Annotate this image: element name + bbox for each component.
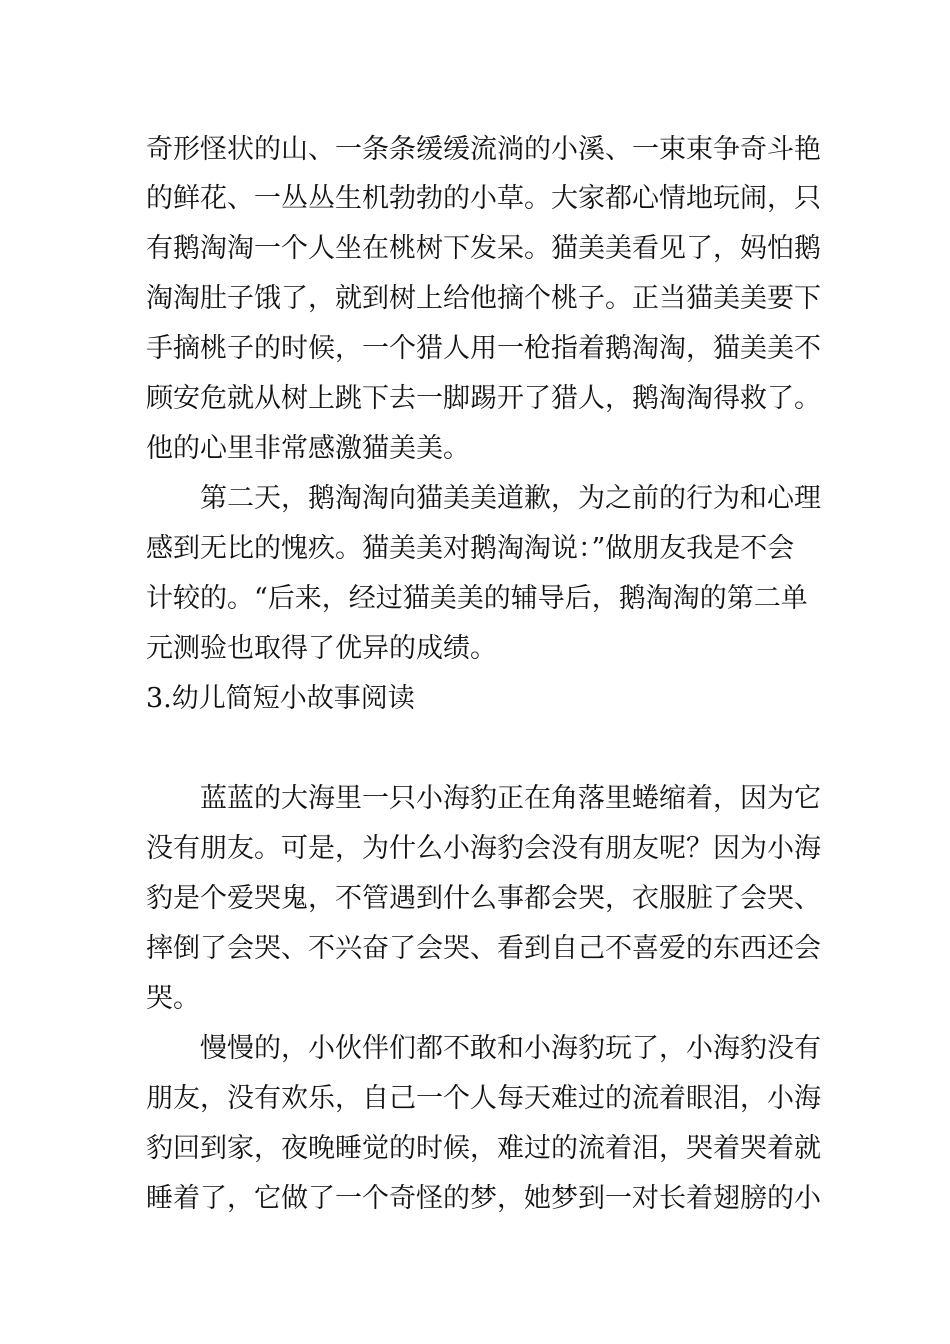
paragraph-line: 的鲜花、一丛丛生机勃勃的小草。大家都心情地玩闹，只 — [146, 183, 821, 214]
paragraph-line: 淘淘肚子饿了，就到树上给他摘个桃子。正当猫美美要下 — [146, 283, 821, 314]
paragraph-line: 豹回到家，夜晚睡觉的时候，难过的流着泪，哭着哭着就 — [146, 1133, 821, 1164]
paragraph-line: 豹是个爱哭鬼，不管遇到什么事都会哭，衣服脏了会哭、 — [146, 883, 821, 914]
section-heading: 3.幼儿简短小故事阅读 — [146, 683, 415, 714]
paragraph-line: 感到无比的愧疚。猫美美对鹅淘淘说：”做朋友我是不会 — [146, 533, 795, 564]
paragraph-line: 朋友，没有欢乐，自己一个人每天难过的流着眼泪，小海 — [146, 1083, 821, 1114]
paragraph-line: 手摘桃子的时候，一个猎人用一枪指着鹅淘淘，猫美美不 — [146, 333, 821, 364]
paragraph-line: 有鹅淘淘一个人坐在桃树下发呆。猫美美看见了，妈怕鹅 — [146, 233, 821, 264]
paragraph-line: 他的心里非常感激猫美美。 — [146, 433, 470, 464]
paragraph-line: 蓝蓝的大海里一只小海豹正在角落里蜷缩着，因为它 — [200, 783, 821, 814]
paragraph-line: 摔倒了会哭、不兴奋了会哭、看到自己不喜爱的东西还会 — [146, 933, 821, 964]
paragraph-line: 奇形怪状的山、一条条缓缓流淌的小溪、一束束争奇斗艳 — [146, 134, 821, 165]
paragraph-line: 元测验也取得了优异的成绩。 — [146, 633, 497, 664]
paragraph-line: 没有朋友。可是，为什么小海豹会没有朋友呢？因为小海 — [146, 833, 821, 864]
paragraph-line: 慢慢的，小伙伴们都不敢和小海豹玩了，小海豹没有 — [200, 1033, 821, 1064]
paragraph-line: 第二天，鹅淘淘向猫美美道歉，为之前的行为和心理 — [200, 483, 821, 514]
paragraph-line: 计较的。“后来，经过猫美美的辅导后，鹅淘淘的第二单 — [146, 583, 808, 614]
paragraph-line: 顾安危就从树上跳下去一脚踢开了猎人，鹅淘淘得救了。 — [146, 383, 821, 414]
paragraph-line: 睡着了，它做了一个奇怪的梦，她梦到一对长着翅膀的小 — [146, 1183, 821, 1214]
paragraph-line: 哭。 — [146, 983, 200, 1014]
